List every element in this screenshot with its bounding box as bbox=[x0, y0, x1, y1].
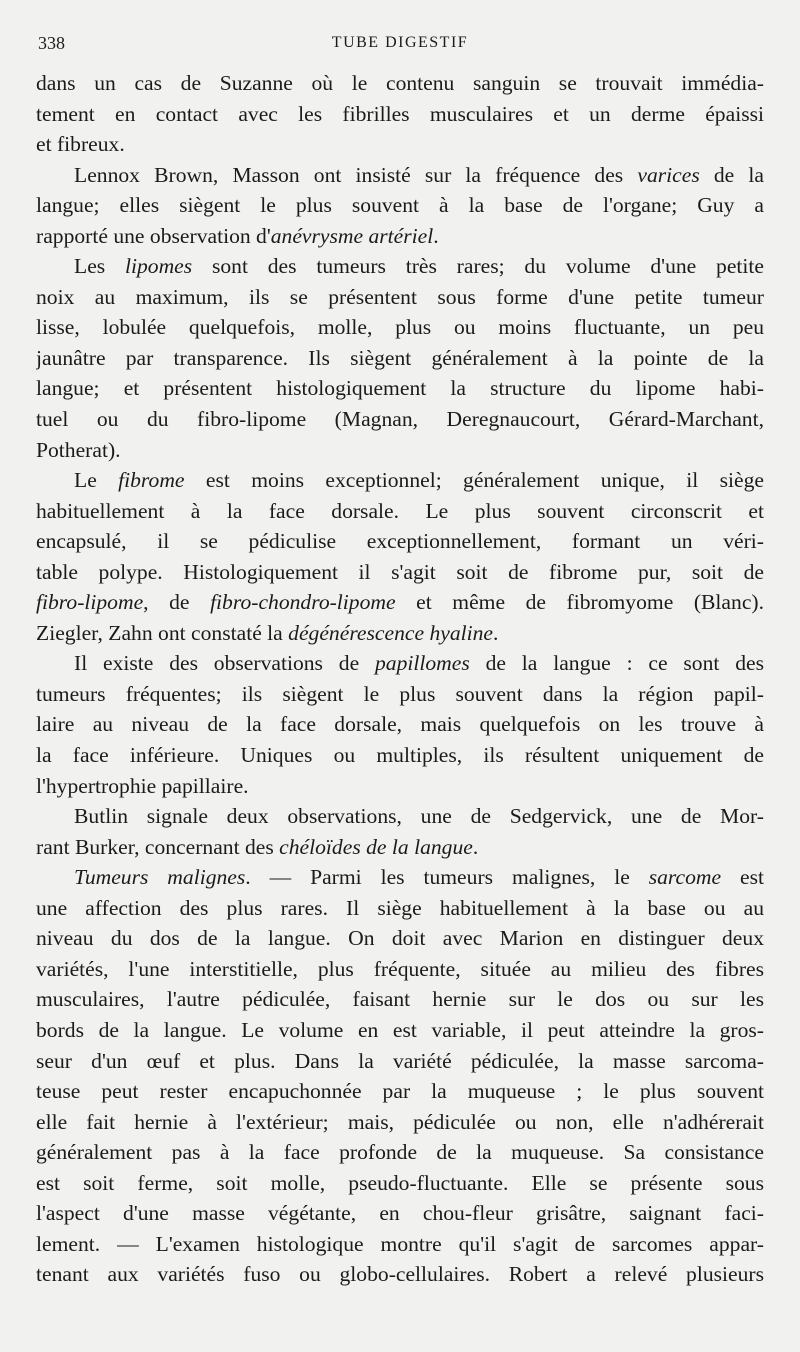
italic-term: dégénérescence hyaline bbox=[288, 620, 493, 645]
text-run: rant Burker, concernant des bbox=[36, 834, 280, 859]
text-run: de la langue : ce sont des bbox=[469, 651, 764, 676]
text-run: Il existe des observations de bbox=[74, 651, 375, 676]
text-run: . — Parmi les tumeurs malignes, le bbox=[245, 865, 649, 890]
text-line bbox=[36, 1015, 764, 1046]
text-run: Potherat). bbox=[36, 437, 121, 462]
text-run: noix au maximum, ils se présentent sous forme d'une petite tumeur bbox=[36, 284, 764, 309]
text-line bbox=[36, 1259, 764, 1290]
text-run: jaunâtre par transparence. Ils siègent généralement à la pointe de la bbox=[36, 345, 764, 370]
italic-term: fibro-chondro-lipome bbox=[210, 590, 396, 615]
text-run: l'aspect d'une masse végétante, en chou-fleur grisâtre, saignant faci- bbox=[36, 1201, 764, 1226]
text-line bbox=[36, 496, 764, 527]
text-line bbox=[36, 221, 764, 252]
page-number: 338 bbox=[38, 32, 65, 53]
text-run: . bbox=[493, 620, 499, 645]
italic-term: fibro-lipome bbox=[36, 590, 144, 615]
italic-term: papillomes bbox=[374, 651, 470, 676]
text-run: tumeurs fréquentes; ils siègent le plus souvent dans la région papil- bbox=[36, 681, 764, 706]
text-line bbox=[36, 954, 764, 985]
running-title: TUBE DIGESTIF bbox=[331, 34, 469, 51]
text-line bbox=[36, 709, 764, 740]
italic-term: lipomes bbox=[124, 254, 193, 279]
text-line bbox=[36, 404, 764, 435]
italic-term: chéloïdes de la langue bbox=[279, 834, 473, 859]
text-run: Les bbox=[74, 254, 125, 279]
text-run: laire au niveau de la face dorsale, mais quelquefois on les trouve à bbox=[36, 712, 764, 737]
text-line bbox=[36, 618, 764, 649]
text-line bbox=[36, 1229, 764, 1260]
text-line bbox=[36, 251, 764, 282]
text-run: tement en contact avec les fibrilles musculaires et un derme épaissi bbox=[36, 101, 764, 126]
text-line bbox=[36, 923, 764, 954]
text-line bbox=[36, 801, 764, 832]
text-line bbox=[36, 862, 764, 893]
text-line bbox=[36, 984, 764, 1015]
text-line bbox=[36, 648, 764, 679]
italic-term: fibrome bbox=[118, 468, 185, 493]
text-run: musculaires, l'autre pédiculée, faisant hernie sur le dos ou sur les bbox=[36, 987, 764, 1012]
text-run: est bbox=[721, 865, 764, 890]
text-run: variétés, l'une interstitielle, plus fréquente, située au milieu des fibres bbox=[36, 956, 764, 981]
text-run: encapsulé, il se pédiculise exceptionnellement, formant un véri- bbox=[36, 529, 764, 554]
text-line bbox=[36, 99, 764, 130]
text-line bbox=[36, 312, 764, 343]
body-text bbox=[36, 68, 764, 1290]
text-run: tenant aux variétés fuso ou globo-cellulaires. Robert a relevé plusieurs bbox=[36, 1262, 764, 1287]
text-line bbox=[36, 832, 764, 863]
text-line bbox=[36, 679, 764, 710]
text-run: langue; elles siègent le plus souvent à la base de l'organe; Guy a bbox=[36, 193, 764, 218]
text-line bbox=[36, 160, 764, 191]
text-line bbox=[36, 282, 764, 313]
text-run: Ziegler, Zahn ont constaté la bbox=[36, 620, 289, 645]
text-run: table polype. Histologiquement il s'agit soit de fibrome pur, soit de bbox=[36, 559, 764, 584]
text-line bbox=[36, 68, 764, 99]
text-run: , de bbox=[143, 590, 211, 615]
text-run: Lennox Brown, Masson ont insisté sur la fréquence des bbox=[74, 162, 638, 187]
text-run: généralement pas à la face profonde de la muqueuse. Sa consistance bbox=[36, 1140, 764, 1165]
text-line bbox=[36, 526, 764, 557]
text-run: sont des tumeurs très rares; du volume d'une petite bbox=[192, 254, 764, 279]
text-run: une affection des plus rares. Il siège habituellement à la base ou au bbox=[36, 895, 764, 920]
text-run: rapporté une observation d' bbox=[36, 223, 271, 248]
text-run: et même de fibromyome (Blanc). bbox=[395, 590, 764, 615]
text-line bbox=[36, 771, 764, 802]
text-line bbox=[36, 557, 764, 588]
text-line bbox=[36, 740, 764, 771]
italic-term: varices bbox=[637, 162, 700, 187]
text-line bbox=[36, 1198, 764, 1229]
text-line bbox=[36, 435, 764, 466]
text-run: lement. — L'examen histologique montre qu'il s'agit de sarcomes appar- bbox=[36, 1231, 764, 1256]
text-line bbox=[36, 1076, 764, 1107]
text-run: est soit ferme, soit molle, pseudo-fluctuante. Elle se présente sous bbox=[36, 1170, 764, 1195]
text-line bbox=[36, 373, 764, 404]
text-run: dans un cas de Suzanne où le contenu sanguin se trouvait immédia- bbox=[36, 71, 764, 95]
text-run: teuse peut rester encapuchonnée par la muqueuse ; le plus souvent bbox=[36, 1079, 764, 1104]
text-run: niveau du dos de la langue. On doit avec Marion en distinguer deux bbox=[36, 926, 764, 951]
page-header bbox=[38, 28, 762, 58]
text-line bbox=[36, 343, 764, 374]
italic-term: anévrysme artériel bbox=[270, 223, 434, 248]
text-run: elle fait hernie à l'extérieur; mais, pédiculée ou non, elle n'adhérerait bbox=[36, 1109, 764, 1134]
text-run: de la bbox=[699, 162, 764, 187]
text-run: Butlin signale deux observations, une de Sedgervick, une de Mor- bbox=[74, 804, 764, 829]
text-run: Le bbox=[74, 468, 119, 493]
text-line bbox=[36, 1046, 764, 1077]
text-line bbox=[36, 465, 764, 496]
text-run: bords de la langue. Le volume en est variable, il peut atteindre la gros- bbox=[36, 1017, 764, 1042]
italic-term: Tumeurs malignes bbox=[74, 865, 246, 890]
text-line bbox=[36, 1137, 764, 1168]
text-run: langue; et présentent histologiquement la structure du lipome habi- bbox=[36, 376, 764, 401]
text-line bbox=[36, 129, 764, 160]
text-run: lisse, lobulée quelquefois, molle, plus ou moins fluctuante, un peu bbox=[36, 315, 764, 340]
text-run: seur d'un œuf et plus. Dans la variété pédiculée, la masse sarcoma- bbox=[36, 1048, 764, 1073]
text-line bbox=[36, 190, 764, 221]
text-run: et fibreux. bbox=[36, 132, 125, 157]
italic-term: sarcome bbox=[648, 865, 722, 890]
text-run: . bbox=[433, 223, 439, 248]
text-line bbox=[36, 1168, 764, 1199]
text-line bbox=[36, 587, 764, 618]
text-run: est moins exceptionnel; généralement unique, il siège bbox=[184, 468, 764, 493]
text-run: la face inférieure. Uniques ou multiples, ils résultent uniquement de bbox=[36, 743, 764, 768]
text-line bbox=[36, 893, 764, 924]
text-run: habituellement à la face dorsale. Le plus souvent circonscrit et bbox=[36, 498, 764, 523]
text-run: l'hypertrophie papillaire. bbox=[36, 773, 249, 798]
text-run: . bbox=[472, 834, 479, 859]
text-line bbox=[36, 1107, 764, 1138]
text-run: tuel ou du fibro-lipome (Magnan, Deregnaucourt, Gérard-Marchant, bbox=[36, 407, 764, 432]
